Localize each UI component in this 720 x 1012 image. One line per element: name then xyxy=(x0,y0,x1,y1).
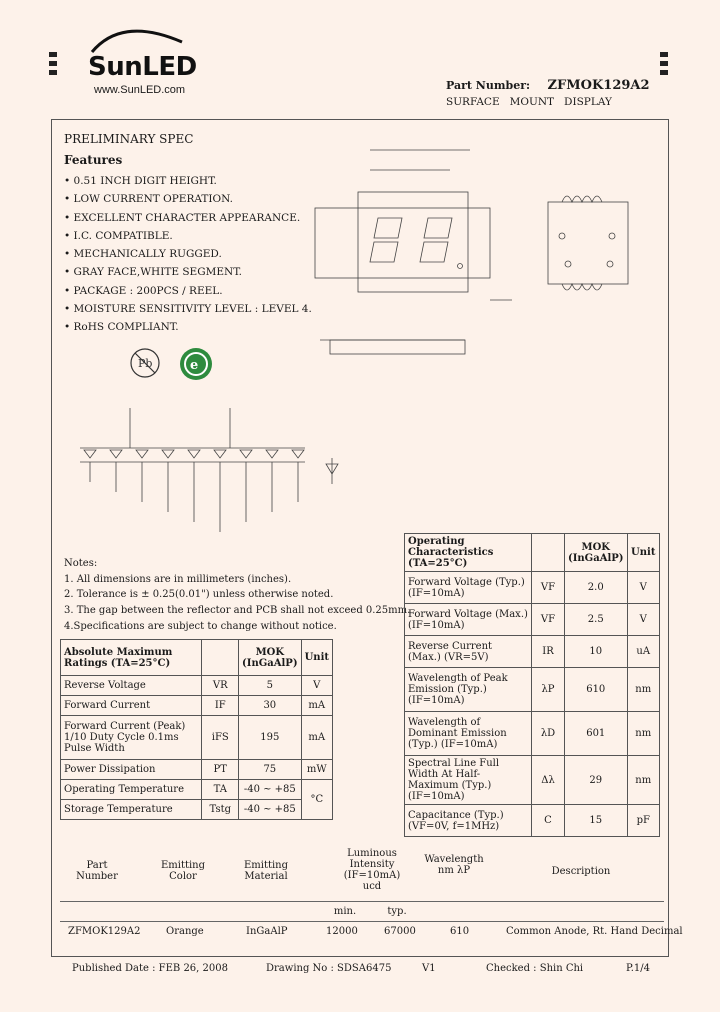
param-cell: Operating Temperature xyxy=(61,780,202,800)
page-number: P.1/4 xyxy=(626,963,650,974)
param-cell: Wavelength of Peak Emission (Typ.) (IF=10mA) xyxy=(405,668,532,712)
selection-header-luminous-intensity: Luminous Intensity (IF=10mA) ucd xyxy=(343,848,401,892)
value-cell: 5 xyxy=(239,676,302,696)
cell-part-number: ZFMOK129A2 xyxy=(68,926,141,937)
cell-emitting-material: InGaAlP xyxy=(246,926,288,937)
feature-item: • I.C. COMPATIBLE. xyxy=(64,229,173,242)
selection-subheader-typ: typ. xyxy=(387,906,407,917)
note-item: 2. Tolerance is ± 0.25(0.01") unless otherwise noted. xyxy=(64,589,334,601)
value-cell: 601 xyxy=(565,712,628,756)
value-cell: 195 xyxy=(239,716,302,760)
unit-cell: mA xyxy=(301,696,332,716)
part-number-label: Part Number: xyxy=(446,79,531,92)
param-cell: Forward Current (Peak) 1/10 Duty Cycle 0.1ms Pulse Width xyxy=(61,716,202,760)
value-cell: 610 xyxy=(565,668,628,712)
symbol-cell: iFS xyxy=(202,716,239,760)
value-cell: -40 ~ +85 xyxy=(239,800,302,820)
table-row xyxy=(405,805,660,837)
drawing-number: Drawing No : SDSA6475 xyxy=(266,963,392,974)
rohs-compliant-icon xyxy=(178,346,214,382)
right-edge-marks xyxy=(660,52,668,79)
selection-header-emitting-material: Emitting Material xyxy=(243,860,289,882)
symbol-cell: IF xyxy=(202,696,239,716)
symbol-cell: IR xyxy=(532,636,565,668)
value-cell: 29 xyxy=(565,756,628,805)
param-cell: Storage Temperature xyxy=(61,800,202,820)
symbol-cell: λP xyxy=(532,668,565,712)
selection-header-emitting-color: Emitting Color xyxy=(160,860,206,882)
table-header-row xyxy=(405,534,660,572)
unit-cell: V xyxy=(627,572,659,604)
note-item: 1. All dimensions are in millimeters (inches). xyxy=(64,573,292,585)
note-item: 4.Specifications are subject to change without notice. xyxy=(64,620,337,632)
operating-characteristics-table xyxy=(404,533,660,837)
logo-text: SunLED xyxy=(88,52,197,82)
feature-item: • GRAY FACE,WHITE SEGMENT. xyxy=(64,266,242,279)
unit-cell: mA xyxy=(301,716,332,760)
symbol-cell: TA xyxy=(202,780,239,800)
symbol-cell: VF xyxy=(532,604,565,636)
feature-item: • MECHANICALLY RUGGED. xyxy=(64,248,222,261)
notes-title: Notes: xyxy=(64,558,98,569)
notes-block xyxy=(64,556,410,635)
value-cell: 2.0 xyxy=(565,572,628,604)
unit-cell: nm xyxy=(627,712,659,756)
unit-cell: pF xyxy=(627,805,659,837)
param-cell: Forward Voltage (Typ.) (IF=10mA) xyxy=(405,572,532,604)
cell-description: Common Anode, Rt. Hand Decimal xyxy=(506,926,683,937)
param-cell: Spectral Line Full Width At Half-Maximum (Typ.) (IF=10mA) xyxy=(405,756,532,805)
unit-cell: mW xyxy=(301,760,332,780)
value-cell: -40 ~ +85 xyxy=(239,780,302,800)
table-row xyxy=(61,760,333,780)
table-header-cell: Absolute Maximum Ratings (TA=25°C) xyxy=(61,640,202,676)
symbol-cell: VR xyxy=(202,676,239,696)
param-cell: Forward Voltage (Max.) (IF=10mA) xyxy=(405,604,532,636)
table-header-cell: MOK (InGaAlP) xyxy=(565,534,628,572)
table-header-cell xyxy=(532,534,565,572)
table-row xyxy=(405,604,660,636)
svg-text:Pb: Pb xyxy=(138,357,153,370)
symbol-cell: C xyxy=(532,805,565,837)
symbol-cell: λD xyxy=(532,712,565,756)
table-header-row xyxy=(61,640,333,676)
table-row xyxy=(405,572,660,604)
package-dimension-drawing xyxy=(300,140,660,380)
symbol-cell: Tstg xyxy=(202,800,239,820)
selection-header-description: Description xyxy=(551,866,611,877)
unit-cell: nm xyxy=(627,756,659,805)
features-title: Features xyxy=(64,153,123,167)
website-link[interactable]: www.SunLED.com xyxy=(94,84,186,96)
checked-by: Checked : Shin Chi xyxy=(486,963,584,974)
table-row xyxy=(61,696,333,716)
table-row xyxy=(405,756,660,805)
value-cell: 10 xyxy=(565,636,628,668)
selection-header-part-number: Part Number xyxy=(76,860,118,882)
diode-symbol-icon xyxy=(322,450,362,490)
part-number-block xyxy=(446,78,650,93)
param-cell: Wavelength of Dominant Emission (Typ.) (IF=10mA) xyxy=(405,712,532,756)
unit-cell: nm xyxy=(627,668,659,712)
param-cell: Power Dissipation xyxy=(61,760,202,780)
table-row xyxy=(405,636,660,668)
cell-intensity-typ: 67000 xyxy=(384,926,416,937)
param-cell: Capacitance (Typ.) (VF=0V, f=1MHz) xyxy=(405,805,532,837)
cell-intensity-min: 12000 xyxy=(326,926,358,937)
value-cell: 15 xyxy=(565,805,628,837)
value-cell: 2.5 xyxy=(565,604,628,636)
table-header-cell: Unit xyxy=(301,640,332,676)
param-cell: Forward Current xyxy=(61,696,202,716)
value-cell: 75 xyxy=(239,760,302,780)
table-row xyxy=(61,780,333,800)
product-type: SURFACE MOUNT DISPLAY xyxy=(446,96,612,108)
table-header-cell: Unit xyxy=(627,534,659,572)
footer xyxy=(60,963,664,979)
table-row xyxy=(405,712,660,756)
features-list xyxy=(64,172,312,337)
table-header-cell: MOK (InGaAlP) xyxy=(239,640,302,676)
table-row xyxy=(61,676,333,696)
feature-item: • LOW CURRENT OPERATION. xyxy=(64,193,233,206)
pb-free-icon xyxy=(128,346,162,380)
feature-item: • 0.51 INCH DIGIT HEIGHT. xyxy=(64,175,217,187)
table-row xyxy=(61,716,333,760)
selection-row xyxy=(60,926,683,940)
table-row xyxy=(405,668,660,712)
unit-cell: uA xyxy=(627,636,659,668)
svg-text:e: e xyxy=(190,358,199,373)
unit-cell: °C xyxy=(301,780,332,820)
spec-title: PRELIMINARY SPEC xyxy=(64,132,194,146)
note-item: 3. The gap between the reflector and PCB shall not exceed 0.25mm. xyxy=(64,605,411,617)
left-edge-marks xyxy=(49,52,57,79)
symbol-cell: Δλ xyxy=(532,756,565,805)
cell-emitting-color: Orange xyxy=(166,926,204,937)
table-row xyxy=(61,800,333,820)
param-cell: Reverse Voltage xyxy=(61,676,202,696)
param-cell: Reverse Current (Max.) (VR=5V) xyxy=(405,636,532,668)
feature-item: • EXCELLENT CHARACTER APPEARANCE. xyxy=(64,211,301,224)
unit-cell: V xyxy=(627,604,659,636)
table-header-cell xyxy=(202,640,239,676)
cell-wavelength: 610 xyxy=(450,926,470,937)
version: V1 xyxy=(422,963,436,974)
unit-cell: V xyxy=(301,676,332,696)
selection-subheader-min: min. xyxy=(333,906,357,917)
part-number-value: ZFMOK129A2 xyxy=(547,78,650,93)
absolute-max-ratings-table xyxy=(60,639,333,820)
feature-item: • MOISTURE SENSITIVITY LEVEL : LEVEL 4. xyxy=(64,303,312,316)
symbol-cell: VF xyxy=(532,572,565,604)
symbol-cell: PT xyxy=(202,760,239,780)
selection-row-divider xyxy=(60,921,664,922)
published-date: Published Date : FEB 26, 2008 xyxy=(72,963,228,974)
selection-header-wavelength: Wavelength nm λP xyxy=(424,854,484,876)
selection-guide xyxy=(60,846,683,946)
feature-item: • PACKAGE : 200PCS / REEL. xyxy=(64,284,223,297)
value-cell: 30 xyxy=(239,696,302,716)
table-header-cell: Operating Characteristics (TA=25°C) xyxy=(405,534,532,572)
feature-item: • RoHS COMPLIANT. xyxy=(64,321,179,334)
selection-header-divider xyxy=(60,901,664,902)
